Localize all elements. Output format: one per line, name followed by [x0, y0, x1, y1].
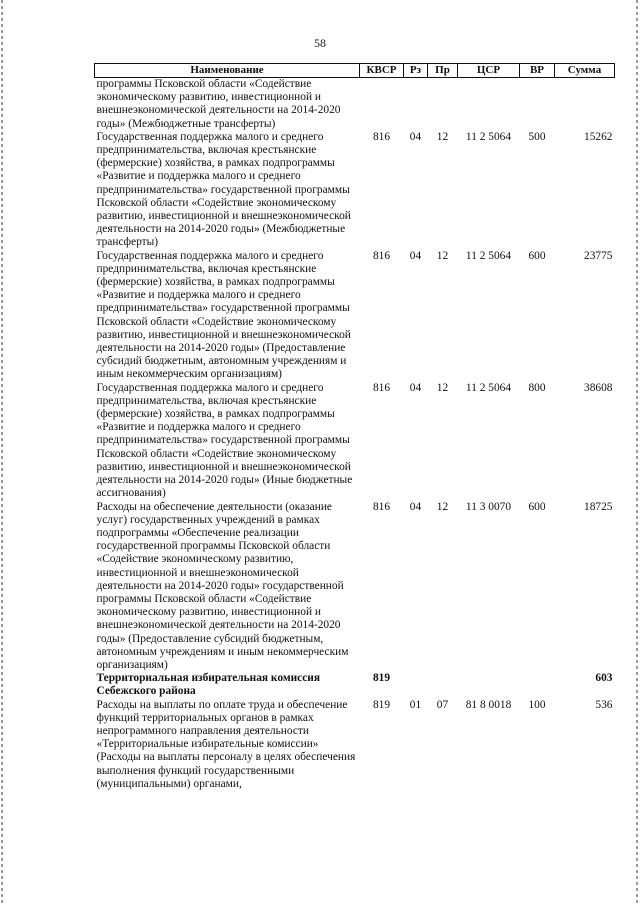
cell-rz: 01: [409, 698, 422, 711]
table-header: [95, 64, 615, 78]
cell-kvsr: 816: [372, 249, 391, 262]
cell-kvsr: 816: [372, 381, 391, 394]
scan-edge-right: [636, 0, 638, 905]
cell-name: программы Псковской области «Содействие экономическому развитию, инвестиционной и внешнеэкономической деятельности на 2014-2020 годы» (Межбюджетные трансферты): [96, 78, 341, 130]
cell-csr: 11 2 5064: [465, 381, 512, 394]
cell-vr: 600: [528, 249, 546, 262]
table-row: [95, 382, 615, 501]
header-kvsr: КВСР: [360, 64, 404, 78]
cell-vr: 100: [528, 698, 546, 711]
header-name: Наименование: [95, 64, 360, 78]
table-row: [95, 78, 615, 131]
cell-vr: [520, 78, 555, 131]
cell-sum: 23775: [584, 249, 613, 262]
cell-pr: 12: [436, 381, 449, 394]
cell-name: Государственная поддержка малого и среднего предпринимательства, включая крестьянские (фермерские) хозяйства, в рамках подпрограммы «Развитие и поддержка малого и среднего предпринимательства» государственной программы Псковской области «Содействие экономическому развитию, инвестиционной и внешнеэкономической деятельности на 2014-2020 годы» (Иные бюджетные ассигнования): [96, 381, 353, 500]
header-pr: Пр: [428, 64, 458, 78]
cell-vr: 600: [528, 500, 546, 513]
cell-sum: 15262: [584, 130, 613, 143]
cell-name: Государственная поддержка малого и среднего предпринимательства, включая крестьянские (фермерские) хозяйства, в рамках подпрограммы «Развитие и поддержка малого и среднего предпринимательства» государственной программы Псковской области «Содействие экономическому развитию, инвестиционной и внешнеэкономической деятельности на 2014-2020 годы» (Межбюджетные трансферты): [96, 130, 351, 249]
cell-csr: 81 8 0018: [465, 698, 512, 711]
header-rz: Рз: [404, 64, 428, 78]
scan-edge-left: [1, 0, 3, 905]
cell-csr: 11 3 0070: [465, 500, 512, 513]
cell-vr: [520, 672, 555, 698]
budget-table: [94, 63, 615, 791]
cell-name: Расходы на выплаты по оплате труда и обеспечение функций территориальных органов в рамках непрограммного направления деятельности «Территориальные избирательные комиссии» (Расходы на выплаты персоналу в целях обеспечения выполнения функций государственными (муниципальными) органами,: [96, 698, 356, 790]
cell-vr: 800: [528, 381, 546, 394]
header-sum: Сумма: [555, 64, 615, 78]
cell-pr: 12: [436, 130, 449, 143]
cell-kvsr: 819: [372, 672, 391, 685]
table-row: [95, 250, 615, 382]
cell-kvsr: 819: [372, 698, 391, 711]
cell-csr: 11 2 5064: [465, 130, 512, 143]
header-vr: ВР: [520, 64, 555, 78]
cell-rz: 04: [409, 130, 422, 143]
table-row: [95, 699, 615, 791]
cell-kvsr: 816: [372, 500, 391, 513]
cell-rz: [404, 78, 428, 131]
cell-csr: [458, 78, 520, 131]
cell-vr: 500: [528, 130, 546, 143]
cell-sum: 603: [595, 672, 613, 685]
cell-pr: 12: [436, 249, 449, 262]
table-row: [95, 672, 615, 698]
cell-sum: 536: [595, 698, 613, 711]
cell-name: Территориальная избирательная комиссия Себежского района: [96, 672, 320, 698]
table-row: [95, 501, 615, 673]
cell-rz: 04: [409, 500, 422, 513]
table-row: [95, 131, 615, 250]
cell-pr: 07: [436, 698, 449, 711]
cell-kvsr: 816: [372, 130, 391, 143]
cell-csr: 11 2 5064: [465, 249, 512, 262]
cell-rz: [404, 672, 428, 698]
cell-kvsr: [360, 78, 404, 131]
cell-name: Государственная поддержка малого и среднего предпринимательства, включая крестьянские (фермерские) хозяйства, в рамках подпрограммы «Развитие и поддержка малого и среднего предпринимательства» государственной программы Псковской области «Содействие экономическому развитию, инвестиционной и внешнеэкономической деятельности на 2014-2020 годы» (Предоставление субсидий бюджетным, автономным учреждениям и иным некоммерческим организациям): [96, 249, 351, 381]
cell-csr: [458, 672, 520, 698]
cell-sum: 38608: [584, 381, 613, 394]
header-row: [95, 64, 615, 78]
cell-pr: 12: [436, 500, 449, 513]
cell-pr: [428, 672, 458, 698]
page-number: 58: [314, 36, 326, 50]
cell-sum: [555, 78, 615, 131]
cell-pr: [428, 78, 458, 131]
table-body: [95, 78, 615, 791]
cell-sum: 18725: [584, 500, 613, 513]
cell-rz: 04: [409, 249, 422, 262]
cell-name: Расходы на обеспечение деятельности (оказание услуг) государственных учреждений в рамках подпрограммы «Обеспечение реализации государственной программы Псковской области «Содействие экономическому развитию, инвестиционной и внешнеэкономической деятельности на 2014-2020 годы» государственной программы Псковской области «Содействие экономическому развитию, инвестиционной и внешнеэкономической деятельности на 2014-2020 годы» (Предоставление субсидий бюджетным, автономным учреждениям и иным некоммерческим организациям): [96, 500, 349, 671]
header-csr: ЦСР: [458, 64, 520, 78]
cell-rz: 04: [409, 381, 422, 394]
